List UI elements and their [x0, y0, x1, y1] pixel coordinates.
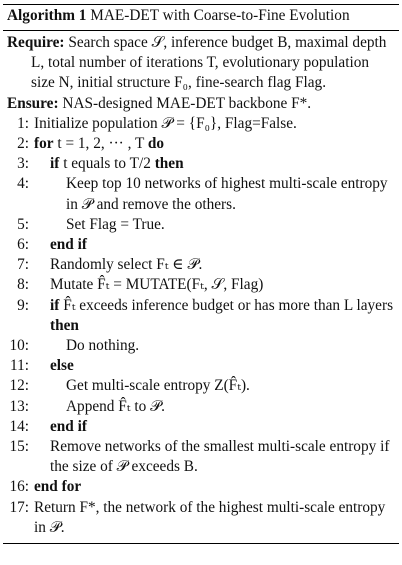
- line-content: [34, 235, 399, 255]
- line-content: [34, 397, 399, 417]
- ensure-line: [3, 94, 399, 114]
- line-text: Append F̂ₜ to 𝒫.: [66, 397, 165, 415]
- algorithm-line: [3, 114, 399, 134]
- algorithm-line: [3, 437, 399, 477]
- algorithm-line: [3, 215, 399, 235]
- algorithm-line: [3, 336, 399, 356]
- line-content: [34, 134, 399, 154]
- line-number: 17:: [9, 498, 29, 516]
- line-content: [34, 215, 399, 235]
- algorithm-line: [3, 356, 399, 376]
- line-keyword: end if: [50, 236, 87, 254]
- line-keyword: end for: [34, 478, 82, 496]
- line-keyword: for: [34, 135, 54, 153]
- algorithm-line: [3, 417, 399, 437]
- line-number: 9:: [17, 296, 29, 314]
- line-content: [34, 114, 399, 134]
- line-number: 13:: [9, 397, 29, 415]
- line-content: [34, 296, 399, 336]
- line-content: [34, 477, 399, 497]
- line-keyword-end: then: [50, 316, 79, 334]
- line-number: 10:: [9, 337, 29, 355]
- line-text: Initialize population 𝒫 = {F₀}, Flag=False.: [34, 114, 297, 132]
- line-content: [34, 356, 399, 376]
- line-text: Set Flag = True.: [66, 215, 165, 233]
- algorithm-line: [3, 275, 399, 295]
- algorithm-steps: [3, 114, 399, 538]
- algorithm-title: MAE-DET with Coarse-to-Fine Evolution: [90, 7, 350, 24]
- require-text: Search space 𝒮, inference budget B, maximal depth L, total number of iterations T, evolutionary population size N, initial structure F₀, fine-search flag Flag.: [31, 34, 387, 92]
- line-text: Return F*, the network of the highest multi-scale entropy in 𝒫.: [34, 498, 386, 536]
- algorithm-line: [3, 376, 399, 396]
- line-number: 6:: [17, 236, 29, 254]
- line-keyword: else: [50, 357, 74, 375]
- line-text: t = 1, 2, ··· , T: [57, 135, 145, 153]
- require-line: [3, 33, 399, 94]
- line-content: [34, 275, 399, 295]
- line-number: 2:: [17, 135, 29, 153]
- require-keyword: Require:: [7, 34, 65, 51]
- algorithm-line: [3, 134, 399, 154]
- algorithm-line: [3, 154, 399, 174]
- line-number: 14:: [9, 417, 29, 435]
- line-number: 8:: [17, 276, 29, 294]
- line-text: Randomly select Fₜ ∈ 𝒫.: [50, 256, 203, 274]
- algorithm-label: Algorithm 1: [7, 7, 87, 24]
- algorithm-caption: [3, 5, 399, 30]
- line-content: [34, 417, 399, 437]
- algorithm-line: [3, 397, 399, 417]
- line-content: [34, 376, 399, 396]
- line-number: 16:: [9, 478, 29, 496]
- line-keyword-end: do: [147, 135, 165, 153]
- line-keyword: if: [50, 155, 60, 173]
- ensure-text: NAS-designed MAE-DET backbone F*.: [62, 94, 312, 112]
- line-content: [34, 336, 399, 356]
- ensure-keyword: Ensure:: [7, 94, 59, 112]
- line-number: 4:: [17, 175, 29, 193]
- line-content: [34, 174, 399, 214]
- algorithm-line: [3, 477, 399, 497]
- line-text: Remove networks of the smallest multi-scale entropy if the size of 𝒫 exceeds B.: [50, 438, 390, 476]
- bottom-rule: [3, 543, 399, 544]
- algorithm-line: [3, 174, 399, 214]
- line-number: 11:: [10, 357, 29, 375]
- line-keyword-end: then: [154, 155, 184, 173]
- line-text: Keep top 10 networks of highest multi-scale entropy in 𝒫 and remove the others.: [66, 175, 388, 213]
- line-number: 1:: [17, 114, 29, 132]
- line-number: 7:: [17, 256, 29, 274]
- line-keyword: if: [50, 296, 60, 314]
- line-number: 15:: [9, 438, 29, 456]
- line-content: [34, 437, 399, 477]
- algorithm-body: [3, 31, 399, 538]
- line-content: [34, 154, 399, 174]
- line-text: Mutate F̂ₜ = MUTATE(Fₜ, 𝒮, Flag): [50, 276, 264, 294]
- line-text: Get multi-scale entropy Z(F̂ₜ).: [66, 377, 250, 395]
- line-text: F̂ₜ exceeds inference budget or has more than L layers: [63, 296, 394, 314]
- algorithm-line: [3, 498, 399, 538]
- line-number: 3:: [17, 155, 29, 173]
- line-text: t equals to T/2: [63, 155, 151, 173]
- line-keyword: end if: [50, 417, 87, 435]
- algorithm-line: [3, 235, 399, 255]
- algorithm-line: [3, 296, 399, 336]
- line-content: [34, 498, 399, 538]
- line-text: Do nothing.: [66, 337, 140, 355]
- line-number: 12:: [9, 377, 29, 395]
- algorithm-line: [3, 255, 399, 275]
- line-number: 5:: [17, 215, 29, 233]
- line-content: [34, 255, 399, 275]
